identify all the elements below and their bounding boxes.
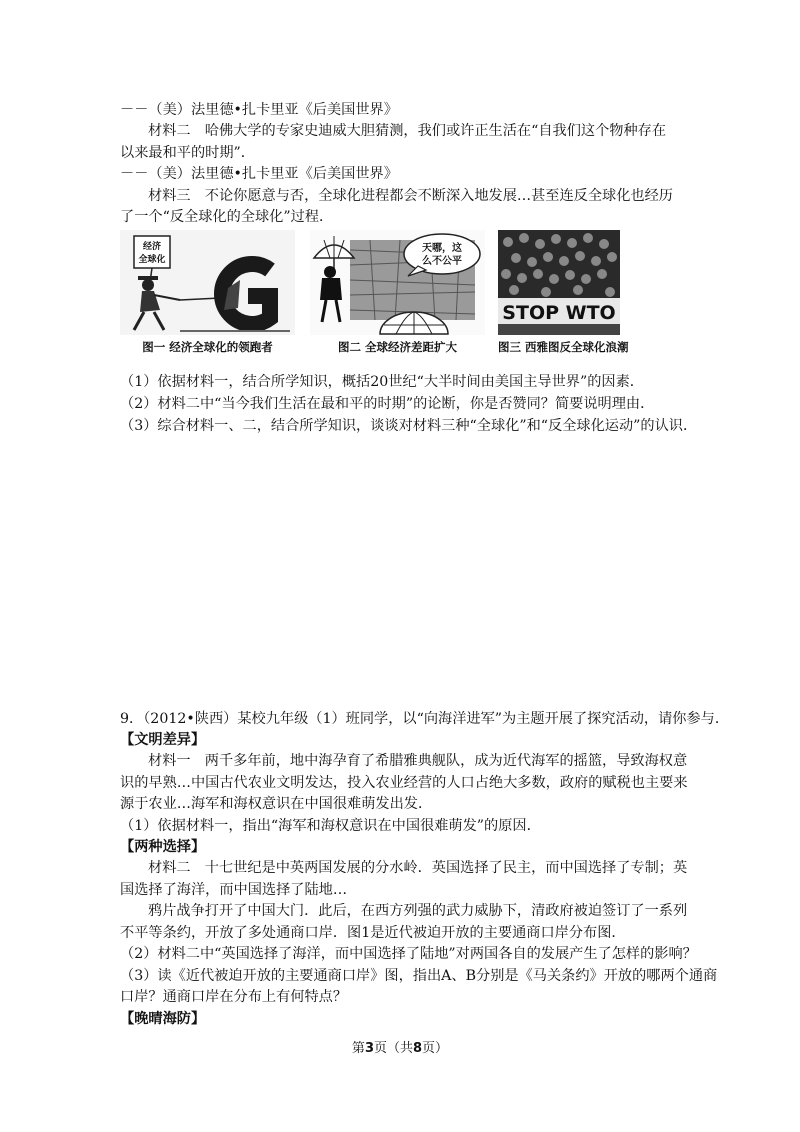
cartoon-1-image: [120, 230, 295, 335]
page-footer: 第3页（共8页）: [351, 1041, 449, 1056]
page-total: 8: [413, 1041, 423, 1056]
q9-section-liangzhong: 【两种选择】: [120, 839, 206, 855]
svg-text:天哪，这: 天哪，这: [422, 243, 462, 254]
q9-section-wenming: 【文明差异】: [120, 732, 206, 748]
q8-part-2: （2）材料二中“当今我们生活在最和平的时期”的论断，你是否赞同？简要说明理由．: [120, 396, 655, 412]
q9-intro: 9．（2012•陕西）某校九年级（1）班同学，以“向海洋进军”为主题开展了探究活动，请你参与．: [120, 711, 730, 727]
q9-question-3-line-1: （3）读《近代被迫开放的主要通商口岸》图，指出A、B分别是《马关条约》开放的哪两个通商: [120, 968, 718, 984]
svg-text:么不公平: 么不公平: [422, 256, 462, 267]
q9-material-1-line-2: 识的早熟…中国古代农业文明发达，投入农业经营的人口占绝大多数，政府的赋税也主要来: [120, 775, 688, 791]
source-citation-1: －－（美）法里德•扎卡里亚《后美国世界》: [120, 102, 398, 118]
q9-material-2-line-3: 鸦片战争打开了中国大门．此后，在西方列强的武力威胁下，清政府被迫签订了一系列: [148, 903, 688, 919]
figure-3: [498, 230, 629, 355]
q9-question-1: （1）依据材料一，指出“海军和海权意识在中国很难萌发”的原因．: [120, 818, 541, 834]
figure-2: [310, 230, 485, 355]
q9-question-3-line-2: 口岸？通商口岸在分布上有何特点？: [120, 989, 348, 1005]
svg-text:全球化: 全球化: [138, 255, 166, 265]
figure-row: [120, 230, 680, 355]
figure-3-caption: 图三 西雅图反全球化浪潮: [498, 340, 629, 354]
q9-material-2-line-4: 不平等条约，开放了多处通商口岸．图1是近代被迫开放的主要通商口岸分布图．: [120, 925, 626, 941]
figure-1-caption: 图一 经济全球化的领跑者: [142, 340, 273, 354]
q9-material-1-line-1: 材料一 两千多年前，地中海孕育了希腊雅典舰队，成为近代海军的摇篮，导致海权意: [148, 753, 688, 769]
figure-1: [120, 230, 295, 355]
svg-text:经济: 经济: [142, 242, 162, 252]
material-3-line-2: 了一个“反全球化的全球化”过程．: [120, 209, 334, 225]
q9-question-2: （2）材料二中“英国选择了海洋，而中国选择了陆地”对两国各自的发展产生了怎样的影响？: [120, 946, 697, 962]
q9-material-2-line-1: 材料二 十七世纪是中英两国发展的分水岭．英国选择了民主，而中国选择了专制；英: [148, 860, 688, 876]
material-2-line-1: 材料二 哈佛大学的专家史迪威大胆猜测，我们或许正生活在“自我们这个物种存在: [148, 123, 667, 139]
q8-part-3: （3）综合材料一、二，结合所学知识，谈谈对材料三种“全球化”和“反全球化运动”的认识．: [120, 418, 698, 434]
material-2-line-2: 以来最和平的时期”．: [120, 145, 255, 161]
q9-material-1-line-3: 源于农业…海军和海权意识在中国很难萌发出发．: [120, 796, 433, 812]
material-3-line-1: 材料三 不论你愿意与否，全球化进程都会不断深入地发展…甚至连反全球化也经历: [148, 188, 673, 204]
q8-part-1: （1）依据材料一，结合所学知识，概括20世纪“大半时间由美国主导世界”的因素．: [120, 374, 644, 390]
cartoon-2-image: [310, 230, 485, 335]
page-number: 3: [364, 1041, 374, 1056]
q9-section-wanqing: 【晚晴海防】: [120, 1011, 206, 1027]
figure-2-caption: 图二 全球经济差距扩大: [337, 340, 457, 354]
protest-photo-image: [498, 230, 620, 335]
q9-material-2-line-2: 国选择了海洋，而中国选择了陆地…: [120, 882, 348, 898]
source-citation-2: －－（美）法里德•扎卡里亚《后美国世界》: [120, 166, 398, 182]
stop-wto-sign: STOP WTO: [502, 302, 616, 324]
